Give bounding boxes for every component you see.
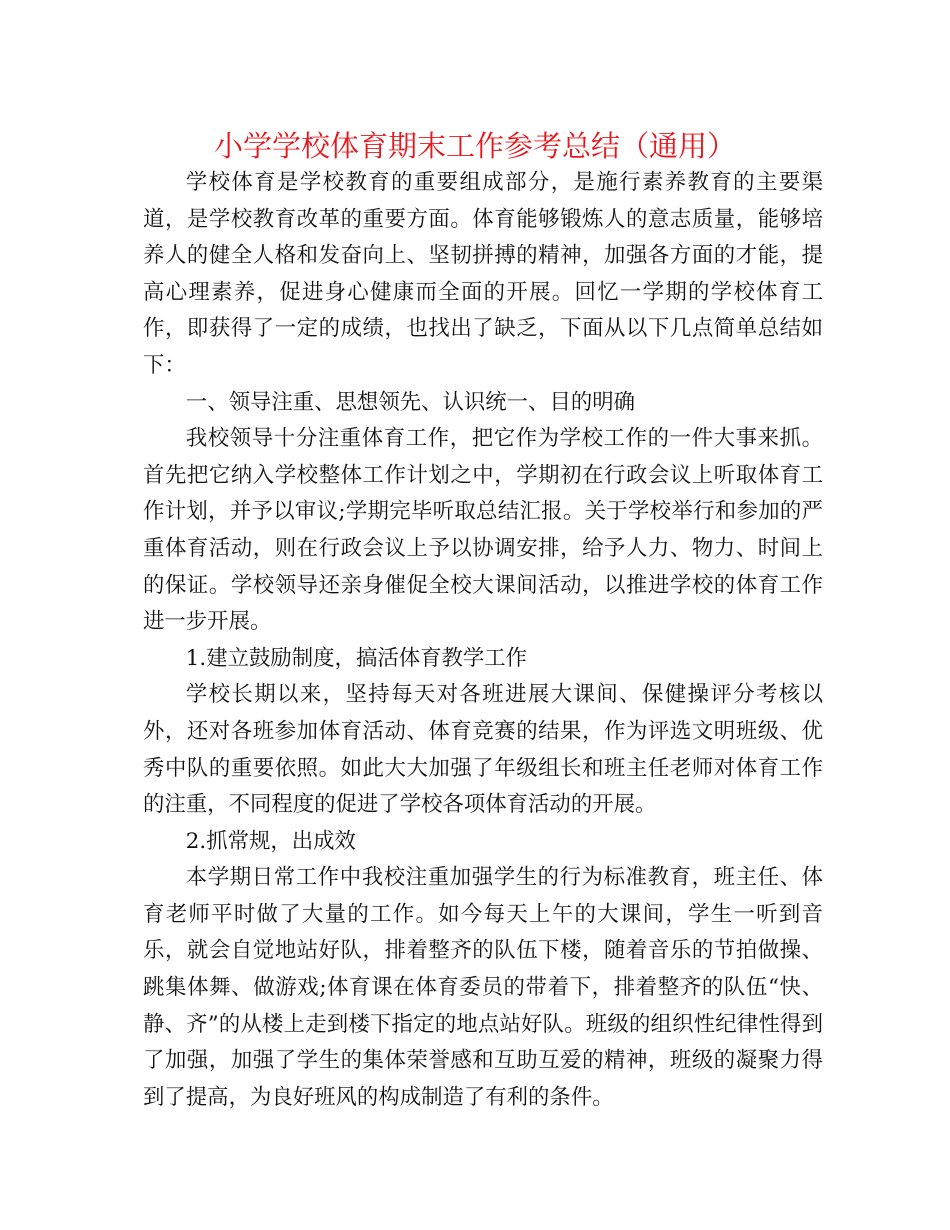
paragraph-routine: 本学期日常工作中我校注重加强学生的行为标准教育，班主任、体育老师平时做了大量的工作。如今每天上午的大课间，学生一听到音乐，就会自觉地站好队，排着整齐的队伍下楼，随着音乐的节拍做操、跳集体舞、做游戏;体育课在体育委员的带着下，排着整齐的队伍“快、静、齐”的从楼上走到楼下指定的地点站好队。班级的组织性纪律性得到了加强，加强了学生的集体荣誉感和互助互爱的精神，班级的凝聚力得到了提高，为良好班风的构成制造了有利的条件。 [143,865,823,1110]
document-title: 小学学校体育期末工作参考总结（通用） [213,129,736,163]
section-heading-1: 一、领导注重、思想领先、认识统一、目的明确 [185,389,636,415]
paragraph-leadership: 我校领导十分注重体育工作，把它作为学校工作的一件大事来抓。首先把它纳入学校整体工作计划之中，学期初在行政会议上听取体育工作计划，并予以审议;学期完毕听取总结汇报。关于学校举行和参加的严重体育活动，则在行政会议上予以协调安排，给予人力、物力、时间上的保证。学校领导还亲身催促全校大课间活动，以推进学校的体育工作进一步开展。 [143,426,823,635]
subsection-heading-1: 1.建立鼓励制度，搞活体育教学工作 [185,645,528,671]
paragraph-intro: 学校体育是学校教育的重要组成部分，是施行素养教育的主要渠道，是学校教育改革的重要方面。体育能够锻炼人的意志质量，能够培养人的健全人格和发奋向上、坚韧拼搏的精神，加强各方面的才能，提高心理素养，促进身心健康而全面的开展。回忆一学期的学校体育工作，即获得了一定的成绩，也找出了缺乏，下面从以下几点简单总结如下： [143,170,823,378]
subsection-heading-2: 2.抓常规，出成效 [185,828,356,854]
document-body [143,165,823,1116]
paragraph-incentive: 学校长期以来，坚持每天对各班进展大课间、保健操评分考核以外，还对各班参加体育活动、体育竞赛的结果，作为评选文明班级、优秀中队的重要依照。如此大大加强了年级组长和班主任老师对体育工作的注重，不同程度的促进了学校各项体育活动的开展。 [143,682,823,818]
